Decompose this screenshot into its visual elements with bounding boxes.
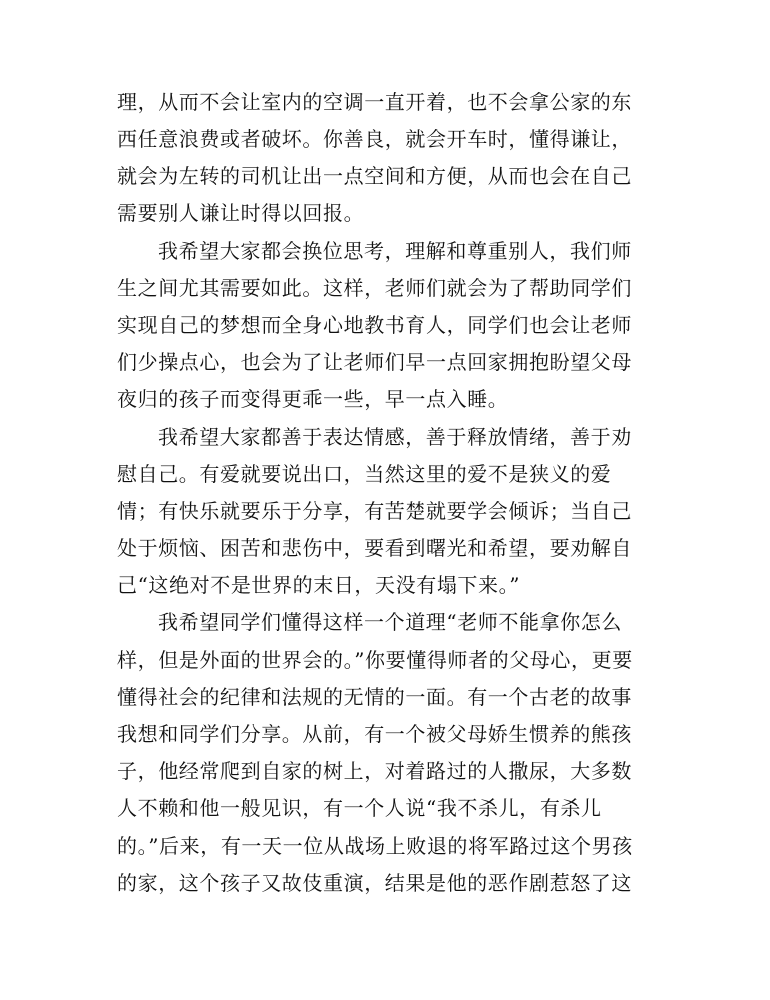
text-line: 己“这绝对不是世界的末日，天没有塌下来。”	[117, 573, 521, 597]
text-line: 需要别人谦让时得以回报。	[117, 201, 365, 225]
text-line: 的。”后来，有一天一位从战场上败退的将军路过这个男孩	[117, 834, 633, 858]
text-line: 西任意浪费或者破坏。你善良，就会开车时，懂得谦让，	[117, 127, 632, 151]
text-line: 懂得社会的纪律和法规的无情的一面。有一个古老的故事	[117, 685, 632, 709]
text-line: 夜归的孩子而变得更乖一些，早一点入睡。	[117, 387, 509, 411]
paragraph-first-line: 我希望大家都会换位思考，理解和尊重别人，我们师	[158, 239, 632, 263]
paragraph-first-line: 我希望大家都善于表达情感，善于释放情绪，善于劝	[158, 425, 632, 449]
text-line: 的家，这个孩子又故伎重演，结果是他的恶作剧惹怒了这	[117, 871, 632, 895]
text-line: 情；有快乐就要乐于分享，有苦楚就要学会倾诉；当自己	[117, 499, 632, 523]
text-line: 理，从而不会让室内的空调一直开着，也不会拿公家的东	[117, 90, 632, 114]
text-line: 慰自己。有爱就要说出口，当然这里的爱不是狭义的爱	[117, 462, 612, 486]
paragraph-first-line: 我希望同学们懂得这样一个道理“老师不能拿你怎么	[158, 610, 623, 634]
text-line: 样，但是外面的世界会的。”你要懂得师者的父母心，更要	[117, 648, 633, 672]
text-line: 实现自己的梦想而全身心地教书育人，同学们也会让老师	[117, 313, 632, 337]
text-line: 就会为左转的司机让出一点空间和方便，从而也会在自己	[117, 164, 632, 188]
text-line: 子，他经常爬到自家的树上，对着路过的人撒尿，大多数	[117, 759, 632, 783]
text-line: 处于烦恼、困苦和悲伤中，要看到曙光和希望，要劝解自	[117, 536, 632, 560]
text-line: 我想和同学们分享。从前，有一个被父母娇生惯养的熊孩	[117, 722, 632, 746]
text-line: 人不赖和他一般见识，有一个人说“我不杀儿，有杀儿	[117, 796, 602, 820]
text-line: 们少操点心，也会为了让老师们早一点回家拥抱盼望父母	[117, 350, 632, 374]
text-line: 生之间尤其需要如此。这样，老师们就会为了帮助同学们	[117, 276, 632, 300]
